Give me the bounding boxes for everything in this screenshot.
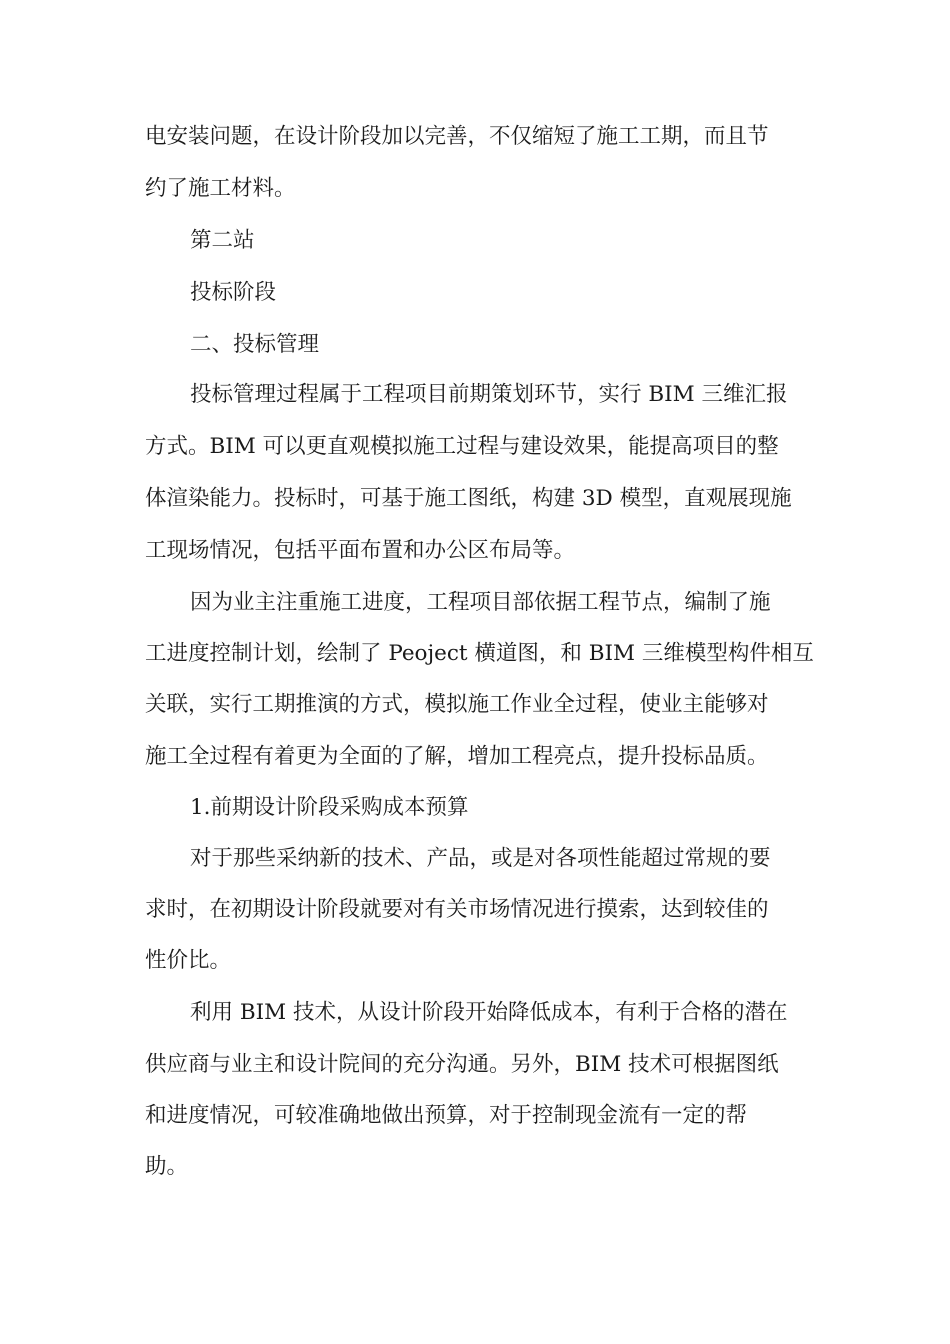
text-line: 约了施工材料。 — [145, 176, 296, 201]
text-line: 求时，在初期设计阶段就要对有关市场情况进行摸索，达到较佳的 — [145, 897, 769, 922]
section-label: 第二站 — [190, 228, 255, 253]
text-line: 投标管理过程属于工程项目前期策划环节，实行 BIM 三维汇报 — [190, 382, 788, 407]
text-line: 关联，实行工期推演的方式，模拟施工作业全过程，使业主能够对 — [145, 692, 769, 717]
text-line: 性价比。 — [145, 948, 232, 973]
text-line: 因为业主注重施工进度，工程项目部依据工程节点，编制了施 — [190, 590, 771, 615]
sub-heading: 1.前期设计阶段采购成本预算 — [190, 795, 469, 820]
text-line: 供应商与业主和设计院间的充分沟通。另外，BIM 技术可根据图纸 — [145, 1052, 779, 1077]
section-heading: 二、投标管理 — [190, 332, 320, 357]
text-line: 电安装问题，在设计阶段加以完善，不仅缩短了施工工期，而且节 — [145, 124, 769, 149]
text-line: 利用 BIM 技术，从设计阶段开始降低成本，有利于合格的潜在 — [190, 1000, 788, 1025]
section-label: 投标阶段 — [190, 280, 277, 305]
text-line: 对于那些采纳新的技术、产品，或是对各项性能超过常规的要 — [190, 846, 771, 871]
text-line: 助。 — [145, 1154, 189, 1179]
text-line: 体渲染能力。投标时，可基于施工图纸，构建 3D 模型，直观展现施 — [145, 486, 792, 511]
text-line: 方式。BIM 可以更直观模拟施工过程与建设效果，能提高项目的整 — [145, 434, 779, 459]
text-line: 施工全过程有着更为全面的了解，增加工程亮点，提升投标品质。 — [145, 744, 769, 769]
text-line: 和进度情况，可较准确地做出预算，对于控制现金流有一定的帮 — [145, 1103, 748, 1128]
text-line: 工进度控制计划，绘制了 Peoject 横道图，和 BIM 三维模型构件相互 — [145, 641, 814, 666]
text-line: 工现场情况，包括平面布置和办公区布局等。 — [145, 538, 576, 563]
